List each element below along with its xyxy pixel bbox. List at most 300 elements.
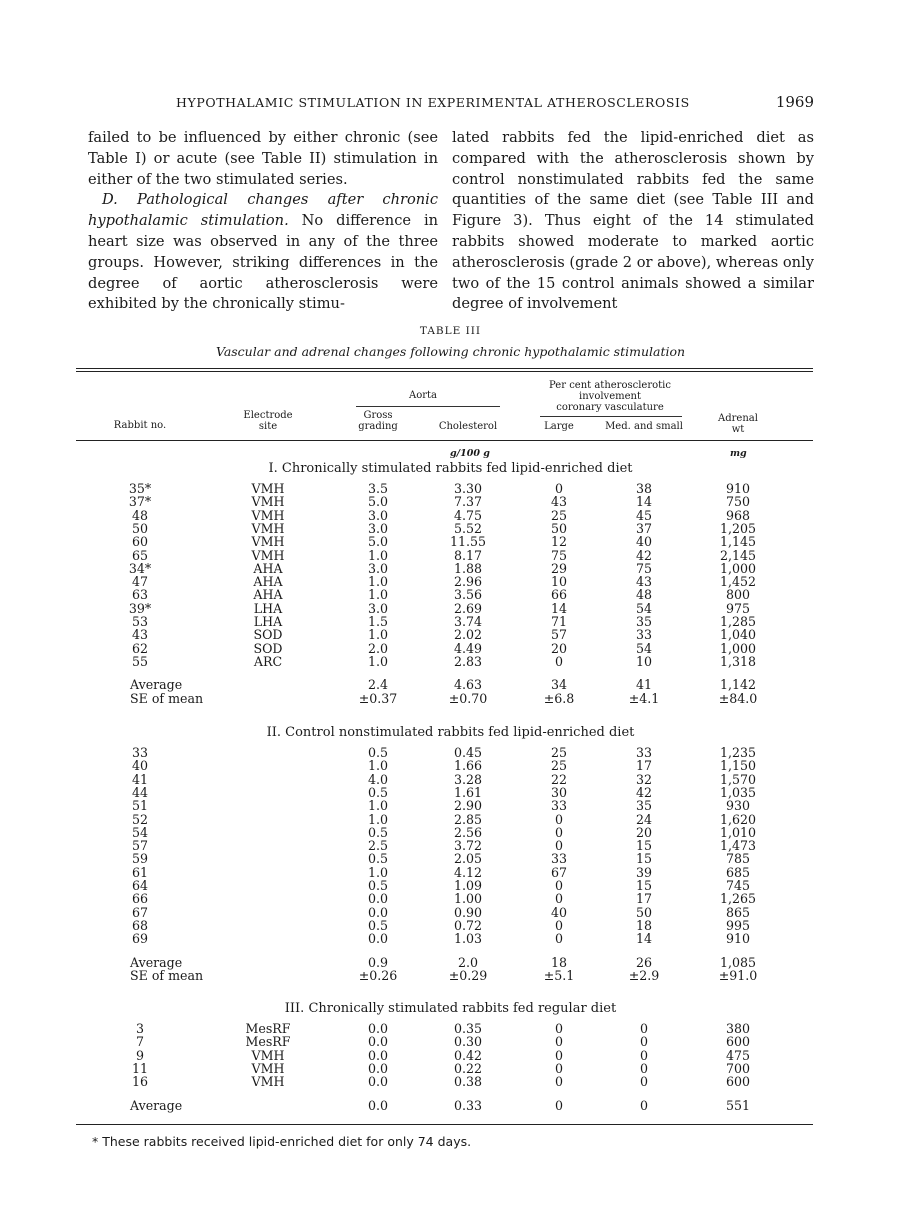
cell-large-vessels: 0	[554, 811, 563, 827]
cell-large-vessels: 0	[554, 1060, 563, 1076]
cell-adrenal-weight: 380	[725, 1021, 751, 1036]
table-row	[0, 535, 901, 548]
cell-cholesterol: ±0.29	[448, 967, 488, 983]
cell-med-small-vessels: 17	[635, 758, 653, 774]
table-row	[0, 655, 901, 668]
cell-cholesterol: 2.02	[453, 627, 483, 643]
table-row	[0, 866, 901, 879]
cell-summary-label: SE of mean	[130, 690, 204, 706]
cell-electrode-site: AHA	[253, 574, 283, 590]
cell-rabbit-no: 63	[131, 587, 149, 603]
cell-electrode-site: VMH	[251, 1060, 285, 1076]
right-paragraph-1: lated rabbits fed the lipid-enriched diet as compared with the atherosclerosis shown by control nonstimulated rabbits fed the same quantities of the same diet (see Table III and Figure 3). Thus eight of the 14 stimulated rabbits showed moderate to marked aortic atherosclerosis (grade 2 or above), whereas only two of the 15 control animals showed a similar degree of involvement	[452, 129, 814, 313]
cell-gross-grading: 1.0	[367, 627, 389, 643]
cell-med-small-vessels: 45	[635, 507, 653, 523]
header-electrode	[240, 410, 296, 432]
cell-adrenal-weight: 968	[725, 507, 751, 523]
cell-gross-grading: 5.0	[367, 534, 389, 550]
cell-gross-grading: ±0.26	[358, 967, 398, 983]
header-coronary	[535, 380, 685, 413]
coronary-subrule	[540, 416, 682, 417]
cell-electrode-site: VMH	[251, 1074, 285, 1090]
header-coronary-line3: coronary vasculature	[556, 402, 664, 413]
cell-med-small-vessels: ±4.1	[628, 690, 660, 706]
cell-rabbit-no: 62	[131, 640, 149, 656]
cell-adrenal-weight: 910	[725, 931, 751, 947]
cell-gross-grading: 0.0	[367, 1097, 389, 1113]
cell-large-vessels: 25	[550, 507, 568, 523]
table-row	[0, 1035, 901, 1048]
cell-electrode-site: VMH	[251, 481, 285, 496]
cell-gross-grading: 1.0	[367, 587, 389, 603]
cell-gross-grading: 0.5	[367, 917, 389, 933]
cell-large-vessels: 67	[550, 864, 568, 880]
cell-electrode-site: ARC	[253, 653, 283, 669]
cell-gross-grading: 0.5	[367, 745, 389, 760]
cell-gross-grading: 5.0	[367, 494, 389, 510]
cell-adrenal-weight: 1,150	[719, 758, 757, 774]
cell-rabbit-no: 51	[131, 798, 149, 814]
left-column	[88, 128, 438, 315]
table-footnote: * These rabbits received lipid-enriched diet for only 74 days.	[92, 1134, 472, 1149]
cell-med-small-vessels: 0	[639, 1021, 648, 1036]
table-caption: Vascular and adrenal changes following chronic hypothalamic stimulation	[215, 344, 686, 359]
cell-large-vessels: 50	[550, 520, 568, 536]
cell-med-small-vessels: 33	[635, 745, 653, 760]
cell-rabbit-no: 35*	[128, 481, 152, 496]
cell-cholesterol: 0.22	[453, 1060, 483, 1076]
cell-cholesterol: 2.90	[453, 798, 483, 814]
cell-large-vessels: 14	[550, 600, 568, 616]
cell-electrode-site: LHA	[253, 600, 283, 616]
cell-gross-grading: 0.0	[367, 931, 389, 947]
cell-med-small-vessels: 15	[635, 838, 653, 854]
cell-large-vessels: 10	[550, 574, 568, 590]
cell-summary-label: Average	[130, 954, 183, 970]
header-coronary-line1: Per cent atherosclerotic	[549, 380, 671, 391]
cell-cholesterol: ±0.70	[448, 690, 488, 706]
cell-rabbit-no: 53	[131, 614, 149, 629]
cell-med-small-vessels: 35	[635, 798, 653, 814]
table-row	[0, 852, 901, 865]
table-row	[0, 839, 901, 852]
cell-adrenal-weight: 1,145	[719, 534, 757, 550]
cell-rabbit-no: 39*	[128, 600, 152, 616]
cell-cholesterol: 4.75	[453, 507, 483, 523]
table-row	[0, 1049, 901, 1062]
cell-large-vessels: 71	[550, 614, 568, 629]
cell-cholesterol: 2.69	[453, 600, 483, 616]
cell-gross-grading: 3.0	[367, 507, 389, 523]
cell-rabbit-no: 54	[131, 824, 149, 840]
cell-adrenal-weight: 1,040	[719, 627, 757, 643]
cell-electrode-site: VMH	[251, 547, 285, 563]
cell-electrode-site: VMH	[251, 1047, 285, 1063]
cell-gross-grading: 1.0	[367, 547, 389, 563]
cell-adrenal-weight: 1,085	[719, 954, 757, 970]
cell-med-small-vessels: 39	[635, 864, 653, 880]
summary-row	[0, 1099, 901, 1112]
cell-cholesterol: 11.55	[449, 534, 487, 550]
cell-gross-grading: 3.0	[367, 560, 389, 576]
cell-large-vessels: ±6.8	[543, 690, 575, 706]
cell-gross-grading: 0.5	[367, 878, 389, 893]
cell-med-small-vessels: 0	[639, 1097, 648, 1113]
cell-adrenal-weight: 700	[725, 1060, 751, 1076]
left-paragraph-2-text: No difference in heart size was observed in any of the three groups. However, striking differences in the degree of aortic atherosclerosis were exhibited by the chronically stimu-	[88, 212, 439, 313]
cell-large-vessels: 0	[554, 891, 563, 907]
cell-cholesterol: 0.30	[453, 1034, 483, 1050]
cell-gross-grading: 1.0	[367, 864, 389, 880]
table-row	[0, 879, 901, 892]
cell-rabbit-no: 40	[131, 758, 149, 774]
header-gross-line1: Gross	[363, 410, 393, 421]
cell-gross-grading: 1.5	[367, 614, 389, 629]
cell-adrenal-weight: 1,570	[719, 771, 757, 787]
header-coronary-line2: involvement	[579, 391, 641, 402]
table-row	[0, 906, 901, 919]
summary-row	[0, 956, 901, 969]
cell-summary-label: SE of mean	[130, 967, 204, 983]
cell-cholesterol: 1.00	[453, 891, 483, 907]
cell-rabbit-no: 55	[131, 653, 149, 669]
cell-rabbit-no: 11	[131, 1060, 149, 1076]
table-row	[0, 759, 901, 772]
header-cholesterol: Cholesterol	[438, 421, 498, 432]
cell-rabbit-no: 61	[131, 864, 149, 880]
cell-gross-grading: 0.0	[367, 1021, 389, 1036]
cell-adrenal-weight: 930	[725, 798, 751, 814]
cell-rabbit-no: 69	[131, 931, 149, 947]
cell-electrode-site: VMH	[251, 534, 285, 550]
cell-gross-grading: 0.0	[367, 1047, 389, 1063]
units-adrenal: mg	[730, 448, 747, 459]
cell-adrenal-weight: 1,318	[719, 653, 757, 669]
table-row	[0, 813, 901, 826]
cell-gross-grading: 0.9	[367, 954, 389, 970]
cell-rabbit-no: 9	[135, 1047, 144, 1063]
cell-large-vessels: 0	[554, 931, 563, 947]
cell-med-small-vessels: 0	[639, 1074, 648, 1090]
cell-rabbit-no: 34*	[128, 560, 152, 576]
cell-electrode-site: VMH	[251, 520, 285, 536]
cell-med-small-vessels: 75	[635, 560, 653, 576]
table-row	[0, 562, 901, 575]
cell-cholesterol: 4.63	[453, 677, 483, 693]
left-paragraph-1: failed to be influenced by either chronic (see Table I) or acute (see Table II) stimulation in either of the two stimulated series.	[88, 129, 438, 188]
cell-large-vessels: 25	[550, 745, 568, 760]
cell-gross-grading: 4.0	[367, 771, 389, 787]
units-cholesterol: g/100 g	[450, 448, 490, 459]
cell-rabbit-no: 41	[131, 771, 149, 787]
cell-rabbit-no: 57	[131, 838, 149, 854]
table-row	[0, 522, 901, 535]
cell-adrenal-weight: 1,205	[719, 520, 757, 536]
table-row	[0, 615, 901, 628]
cell-med-small-vessels: 43	[635, 574, 653, 590]
cell-large-vessels: 66	[550, 587, 568, 603]
section-title: III. Chronically stimulated rabbits fed regular diet	[284, 1001, 617, 1016]
section-heading-d: D. Pathological changes after chronic hypothalamic stimulation.	[88, 191, 438, 230]
cell-rabbit-no: 7	[135, 1034, 144, 1050]
cell-electrode-site: VMH	[251, 507, 285, 523]
cell-adrenal-weight: 745	[725, 878, 751, 893]
cell-cholesterol: 0.38	[453, 1074, 483, 1090]
summary-row	[0, 678, 901, 691]
cell-rabbit-no: 37*	[128, 494, 152, 510]
cell-electrode-site: AHA	[253, 587, 283, 603]
cell-adrenal-weight: 785	[725, 851, 751, 867]
table-row	[0, 642, 901, 655]
cell-gross-grading: 1.0	[367, 811, 389, 827]
cell-adrenal-weight: 1,620	[719, 811, 757, 827]
cell-med-small-vessels: 32	[635, 771, 653, 787]
cell-gross-grading: 3.5	[367, 481, 389, 496]
cell-summary-label: Average	[130, 677, 183, 693]
table-row	[0, 919, 901, 932]
section-title: I. Chronically stimulated rabbits fed lipid-enriched diet	[268, 461, 633, 476]
table-row	[0, 509, 901, 522]
cell-rabbit-no: 47	[131, 574, 149, 590]
table-top-rule-inner	[76, 371, 813, 372]
cell-large-vessels: 22	[550, 771, 568, 787]
cell-gross-grading: 3.0	[367, 600, 389, 616]
summary-row	[0, 969, 901, 982]
cell-med-small-vessels: ±2.9	[628, 967, 660, 983]
cell-med-small-vessels: 15	[635, 851, 653, 867]
cell-med-small-vessels: 15	[635, 878, 653, 893]
cell-gross-grading: ±0.37	[358, 690, 398, 706]
cell-cholesterol: 3.56	[453, 587, 483, 603]
table-row	[0, 1075, 901, 1088]
cell-rabbit-no: 50	[131, 520, 149, 536]
cell-cholesterol: 3.30	[453, 481, 483, 496]
section-title: II. Control nonstimulated rabbits fed lipid-enriched diet	[266, 725, 635, 740]
table-row	[0, 892, 901, 905]
cell-cholesterol: 2.56	[453, 824, 483, 840]
table-row	[0, 826, 901, 839]
table-row	[0, 482, 901, 495]
cell-large-vessels: ±5.1	[543, 967, 575, 983]
cell-large-vessels: 0	[554, 653, 563, 669]
page-number: 1969	[775, 93, 814, 111]
cell-gross-grading: 2.0	[367, 640, 389, 656]
cell-rabbit-no: 43	[131, 627, 149, 643]
cell-med-small-vessels: 24	[635, 811, 653, 827]
cell-cholesterol: 2.85	[453, 811, 483, 827]
cell-gross-grading: 1.0	[367, 758, 389, 774]
running-head	[88, 95, 814, 115]
cell-med-small-vessels: 35	[635, 614, 653, 629]
cell-cholesterol: 0.90	[453, 904, 483, 920]
cell-large-vessels: 0	[554, 481, 563, 496]
cell-med-small-vessels: 0	[639, 1060, 648, 1076]
cell-rabbit-no: 66	[131, 891, 149, 907]
cell-cholesterol: 3.74	[453, 614, 483, 629]
table-header-rule	[76, 440, 813, 441]
cell-adrenal-weight: 1,473	[719, 838, 757, 854]
cell-electrode-site: AHA	[253, 560, 283, 576]
cell-rabbit-no: 67	[131, 904, 149, 920]
cell-adrenal-weight: 600	[725, 1074, 751, 1090]
header-electrode-line1: Electrode	[243, 410, 293, 421]
cell-cholesterol: 0.35	[453, 1021, 483, 1036]
header-gross-line2: grading	[358, 421, 398, 432]
cell-large-vessels: 33	[550, 851, 568, 867]
table-top-rule	[76, 368, 813, 369]
cell-large-vessels: 0	[554, 917, 563, 933]
table-row	[0, 628, 901, 641]
cell-gross-grading: 0.5	[367, 824, 389, 840]
cell-rabbit-no: 59	[131, 851, 149, 867]
table-row	[0, 746, 901, 759]
cell-med-small-vessels: 20	[635, 824, 653, 840]
cell-large-vessels: 75	[550, 547, 568, 563]
cell-cholesterol: 1.88	[453, 560, 483, 576]
cell-adrenal-weight: 995	[725, 917, 751, 933]
cell-gross-grading: 0.0	[367, 1034, 389, 1050]
cell-rabbit-no: 48	[131, 507, 149, 523]
cell-cholesterol: 2.83	[453, 653, 483, 669]
cell-med-small-vessels: 38	[635, 481, 653, 496]
cell-cholesterol: 5.52	[453, 520, 483, 536]
cell-cholesterol: 4.12	[453, 864, 483, 880]
table-row	[0, 1022, 901, 1035]
cell-adrenal-weight: 1,285	[719, 614, 757, 629]
cell-large-vessels: 0	[554, 878, 563, 893]
cell-adrenal-weight: 685	[725, 864, 751, 880]
cell-rabbit-no: 60	[131, 534, 149, 550]
cell-electrode-site: MesRF	[245, 1021, 291, 1036]
left-paragraph-2	[88, 190, 438, 315]
cell-gross-grading: 3.0	[367, 520, 389, 536]
cell-large-vessels: 29	[550, 560, 568, 576]
cell-gross-grading: 1.0	[367, 574, 389, 590]
cell-adrenal-weight: 600	[725, 1034, 751, 1050]
table-row	[0, 932, 901, 945]
cell-electrode-site: LHA	[253, 614, 283, 629]
cell-adrenal-weight: 975	[725, 600, 751, 616]
cell-adrenal-weight: 750	[725, 494, 751, 510]
cell-adrenal-weight: 551	[725, 1097, 751, 1113]
cell-large-vessels: 34	[550, 677, 568, 693]
cell-large-vessels: 0	[554, 1074, 563, 1090]
cell-large-vessels: 43	[550, 494, 568, 510]
cell-adrenal-weight: 475	[725, 1047, 751, 1063]
cell-med-small-vessels: 50	[635, 904, 653, 920]
cell-med-small-vessels: 48	[635, 587, 653, 603]
table-row	[0, 1062, 901, 1075]
cell-electrode-site: MesRF	[245, 1034, 291, 1050]
cell-adrenal-weight: 1,265	[719, 891, 757, 907]
cell-rabbit-no: 3	[135, 1021, 144, 1036]
aorta-subrule	[356, 406, 500, 407]
cell-rabbit-no: 52	[131, 811, 149, 827]
cell-med-small-vessels: 26	[635, 954, 653, 970]
cell-cholesterol: 0.33	[453, 1097, 483, 1113]
cell-summary-label: Average	[130, 1097, 183, 1113]
cell-large-vessels: 20	[550, 640, 568, 656]
cell-med-small-vessels: 10	[635, 653, 653, 669]
cell-gross-grading: 0.0	[367, 904, 389, 920]
cell-gross-grading: 0.0	[367, 1060, 389, 1076]
cell-large-vessels: 33	[550, 798, 568, 814]
cell-electrode-site: VMH	[251, 494, 285, 510]
cell-cholesterol: 0.72	[453, 917, 483, 933]
cell-large-vessels: 57	[550, 627, 568, 643]
cell-med-small-vessels: 42	[635, 547, 653, 563]
cell-cholesterol: 8.17	[453, 547, 483, 563]
cell-large-vessels: 40	[550, 904, 568, 920]
table-bottom-rule	[76, 1124, 813, 1125]
header-med-small: Med. and small	[605, 421, 683, 432]
cell-rabbit-no: 33	[131, 745, 149, 760]
summary-row	[0, 692, 901, 705]
cell-adrenal-weight: 1,000	[719, 640, 757, 656]
header-aorta: Aorta	[408, 390, 437, 401]
cell-large-vessels: 0	[554, 1047, 563, 1063]
header-adrenal-line2: wt	[731, 424, 745, 435]
cell-gross-grading: 0.0	[367, 1074, 389, 1090]
cell-med-small-vessels: 0	[639, 1034, 648, 1050]
cell-cholesterol: 7.37	[453, 494, 483, 510]
cell-gross-grading: 0.5	[367, 784, 389, 800]
cell-electrode-site: SOD	[253, 640, 283, 656]
table-row	[0, 575, 901, 588]
cell-cholesterol: 1.09	[453, 878, 483, 893]
cell-med-small-vessels: 33	[635, 627, 653, 643]
table-row	[0, 549, 901, 562]
table-row	[0, 799, 901, 812]
cell-adrenal-weight: 2,145	[719, 547, 757, 563]
cell-med-small-vessels: 54	[635, 640, 653, 656]
cell-gross-grading: 2.5	[367, 838, 389, 854]
cell-adrenal-weight: 800	[725, 587, 751, 603]
cell-cholesterol: 0.45	[453, 745, 483, 760]
cell-cholesterol: 1.61	[453, 784, 483, 800]
cell-adrenal-weight: 865	[725, 904, 751, 920]
cell-med-small-vessels: 0	[639, 1047, 648, 1063]
cell-rabbit-no: 64	[131, 878, 149, 893]
header-electrode-line2: site	[258, 421, 278, 432]
table-row	[0, 588, 901, 601]
header-large: Large	[544, 421, 574, 432]
cell-large-vessels: 30	[550, 784, 568, 800]
cell-adrenal-weight: 1,010	[719, 824, 757, 840]
table-row	[0, 786, 901, 799]
cell-med-small-vessels: 17	[635, 891, 653, 907]
cell-cholesterol: 0.42	[453, 1047, 483, 1063]
cell-cholesterol: 3.72	[453, 838, 483, 854]
cell-cholesterol: 4.49	[453, 640, 483, 656]
cell-large-vessels: 0	[554, 824, 563, 840]
cell-adrenal-weight: 1,000	[719, 560, 757, 576]
cell-rabbit-no: 16	[131, 1074, 149, 1090]
cell-adrenal-weight: 1,142	[719, 677, 757, 693]
header-adrenal-line1: Adrenal	[718, 413, 758, 424]
cell-large-vessels: 25	[550, 758, 568, 774]
cell-gross-grading: 0.5	[367, 851, 389, 867]
cell-gross-grading: 0.0	[367, 891, 389, 907]
header-gross	[350, 410, 406, 432]
cell-med-small-vessels: 14	[635, 494, 653, 510]
header-rabbit-no: Rabbit no.	[113, 420, 167, 431]
cell-large-vessels: 0	[554, 1021, 563, 1036]
cell-cholesterol: 1.66	[453, 758, 483, 774]
cell-cholesterol: 2.96	[453, 574, 483, 590]
cell-med-small-vessels: 14	[635, 931, 653, 947]
cell-gross-grading: 1.0	[367, 653, 389, 669]
